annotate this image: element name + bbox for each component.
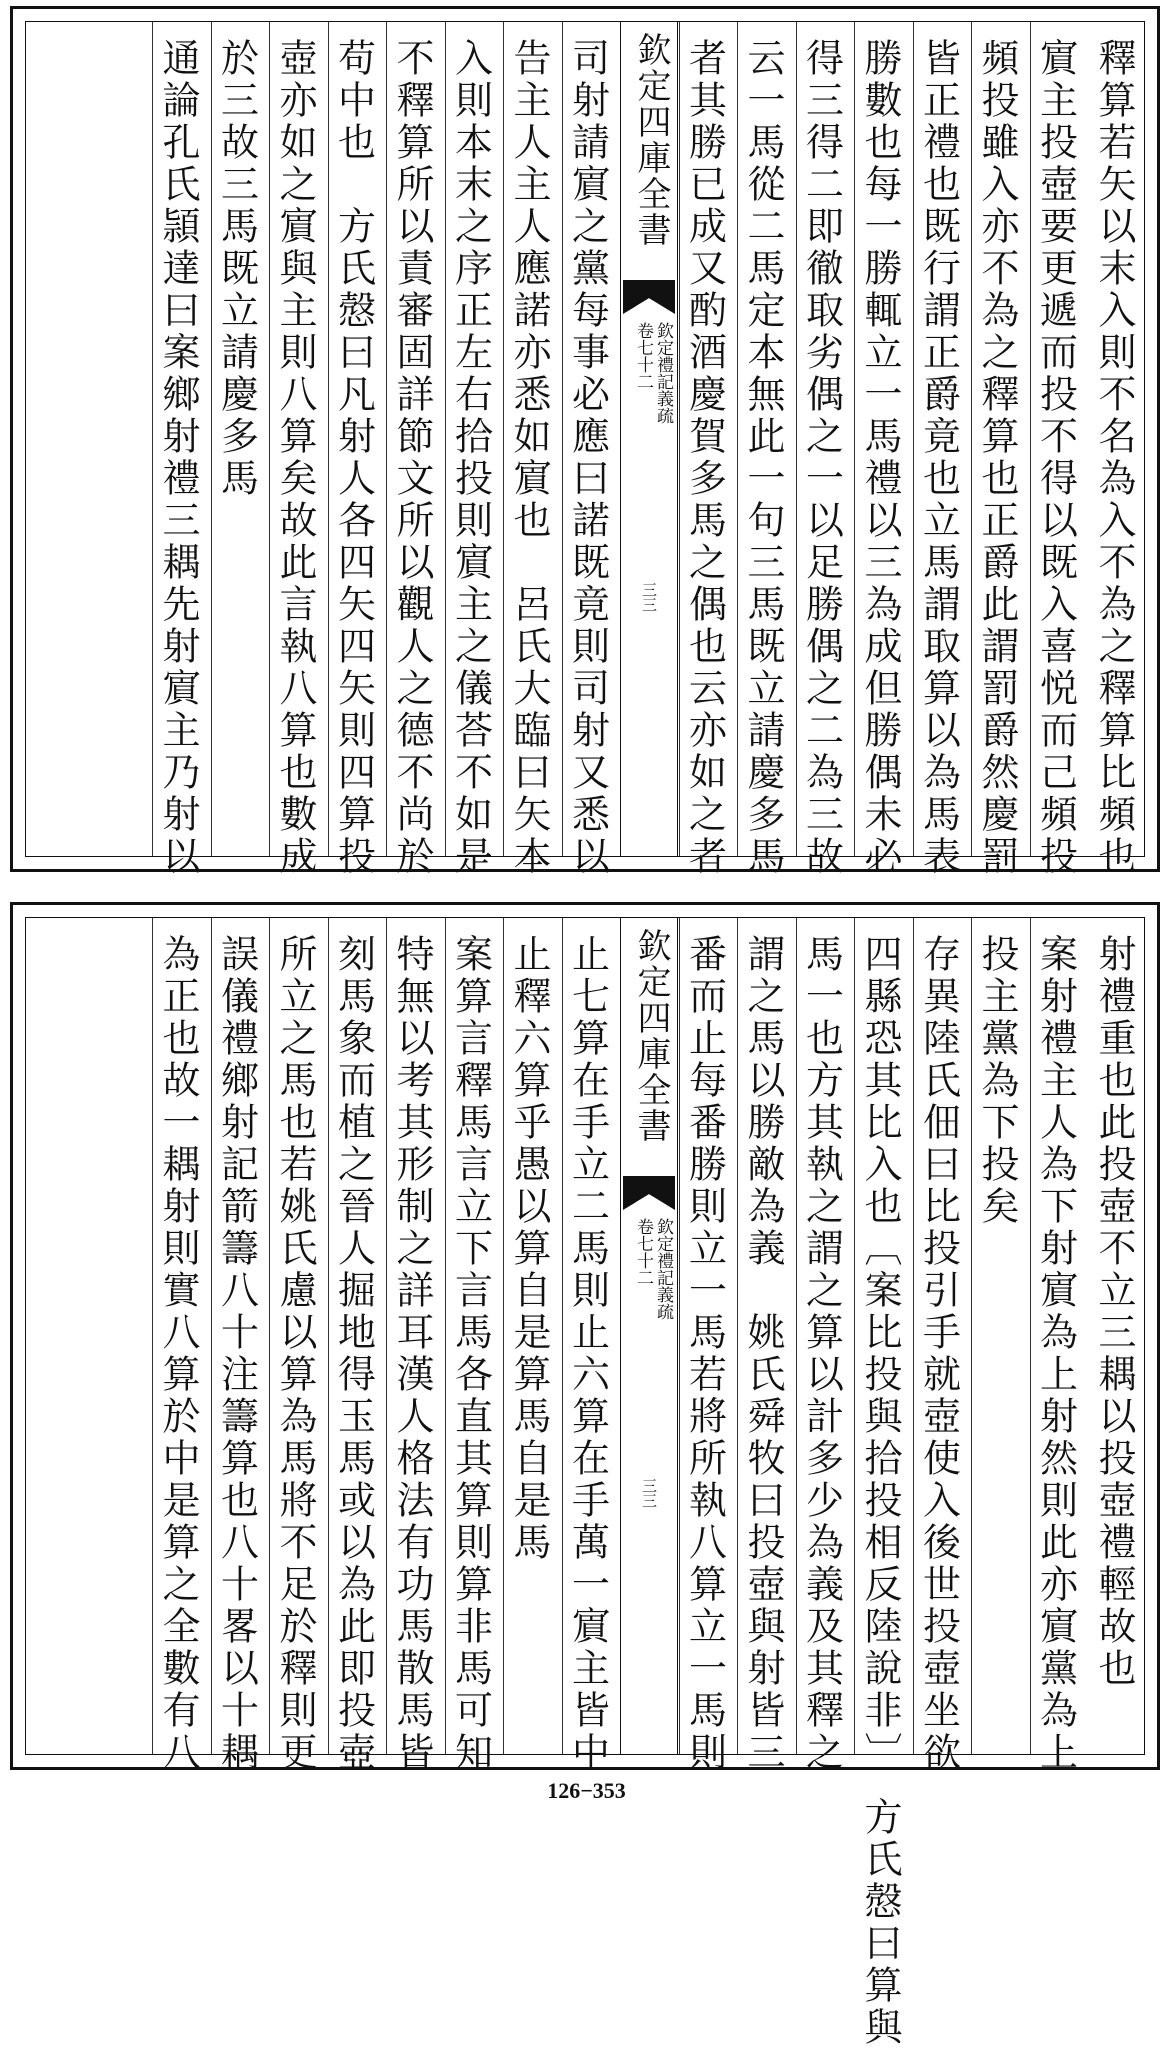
fish-tail-mark-icon	[623, 280, 675, 314]
text-column-right-1	[1088, 918, 1146, 1754]
book-meta	[633, 1218, 673, 1320]
leaf-number: 三三	[640, 582, 658, 612]
text-column-left-7	[211, 918, 269, 1774]
fish-tail-mark-icon	[623, 1176, 675, 1210]
text-column-right-5	[854, 918, 912, 2049]
column-text: 於三故三馬既立請慶多馬	[214, 38, 259, 500]
text-column-right-3	[971, 22, 1029, 878]
text-column-left-4	[386, 918, 444, 1774]
text-column-right-1	[1088, 22, 1146, 878]
column-text: 者其勝已成又酌酒慶賀多馬之偶也云亦如之者	[682, 38, 727, 878]
text-column-left-2	[503, 22, 561, 878]
text-column-right-6	[796, 918, 854, 1774]
text-column-right-8	[679, 918, 737, 1774]
column-text: 為正也故一耦射則實八算於中是算之全數有八	[156, 934, 200, 1774]
column-text: 賔主投壺要更遞而投不得以既入喜悦而己頻投	[1033, 38, 1078, 878]
text-column-left-8	[152, 22, 210, 878]
volume-label: 卷七十二	[633, 322, 653, 390]
column-text: 刻馬象而植之晉人掘地得玉馬或以為此即投壺	[331, 934, 376, 1774]
column-text: 誤儀禮鄉射記箭籌八十注籌算也八十畧以十耦	[214, 934, 259, 1774]
library-title: 欽定四庫全書	[631, 928, 671, 1144]
column-text: 馬一也方其執之謂之算以計多少為義及其釋之	[799, 934, 844, 1774]
column-text: 告主人主人應諾亦悉如賔也 呂氏大臨曰矢本	[507, 38, 551, 878]
text-column-left-6	[269, 918, 327, 1774]
column-text: 四縣恐其比入也〔案比投與拾投相反陸說非〕 方氏慤曰算與	[858, 934, 902, 2049]
text-column-left-1	[562, 22, 620, 878]
column-text: 司射請賔之黨每事必應曰諾既竟則司射又悉以	[565, 38, 610, 878]
text-column-left-1	[562, 918, 620, 1774]
text-column-left-3	[445, 22, 503, 878]
text-column-left-7	[211, 22, 269, 856]
text-column-left-3	[445, 918, 503, 1774]
text-column-right-6	[796, 22, 854, 878]
page-number-footer: 126−353	[547, 1778, 626, 1803]
text-column-left-6	[269, 22, 327, 878]
upper-page-frame	[25, 21, 1145, 878]
text-column-right-4	[913, 22, 971, 878]
column-text: 苟中也 方氏慤曰凡射人各四矢四矢則四算投	[331, 38, 376, 878]
column-text: 所立之馬也若姚氏慮以算為馬將不足於釋則更	[273, 934, 317, 1774]
upper-page	[10, 6, 1160, 878]
text-column-right-3	[971, 918, 1029, 1754]
column-text: 投主黨為下投矣	[975, 934, 1019, 1228]
column-text: 壺亦如之賔與主則八算矣故此言執八算也數成	[273, 38, 317, 878]
column-text: 云一馬從二馬定本無此一句三馬既立請慶多馬	[741, 38, 785, 878]
column-text: 案射禮主人為下射賔為上射然則此亦賔黨為上	[1033, 934, 1078, 1774]
column-text: 謂之馬以勝敵為義 姚氏舜牧曰投壺與射皆三	[741, 934, 785, 1774]
text-column-right-2	[1030, 22, 1088, 878]
book-title: 欽定禮記義疏	[653, 1218, 673, 1320]
text-column-right-2	[1030, 918, 1088, 1774]
column-text: 入則本末之序正左右拾投則賔主之儀荅不如是	[448, 38, 493, 878]
column-text: 不釋算所以責審固詳節文所以觀人之德不尚於	[390, 38, 434, 878]
column-text: 止七算在手立二馬則止六算在手萬一賔主皆中	[565, 934, 610, 1774]
column-text: 皆正禮也既行謂正爵竟也立馬謂取算以為馬表	[916, 38, 961, 878]
column-text: 釋算若矢以末入則不名為入不為之釋算比頻也	[1092, 38, 1136, 878]
text-column-right-8	[679, 22, 737, 878]
text-column-right-7	[737, 22, 795, 878]
text-column-left-4	[386, 22, 444, 878]
column-text: 射禮重也此投壺不立三耦以投壺禮輕故也	[1092, 934, 1136, 1690]
book-title: 欽定禮記義疏	[653, 322, 673, 424]
center-fold-column	[620, 22, 678, 856]
text-column-left-5	[328, 918, 386, 1774]
center-fold-column	[620, 918, 678, 1754]
text-column-right-4	[913, 918, 971, 1774]
text-column-left-2	[503, 918, 561, 1754]
book-meta	[633, 322, 673, 424]
text-column-left-8	[152, 918, 210, 1774]
leaf-number: 三三	[640, 1478, 658, 1508]
text-column-right-7	[737, 918, 795, 1774]
volume-label: 卷七十二	[633, 1218, 653, 1286]
library-title: 欽定四庫全書	[631, 32, 671, 248]
column-text: 通論孔氏頴達曰案鄉射禮三耦先射賔主乃射以	[156, 38, 200, 878]
column-text: 番而止每番勝則立一馬若將所執八算立一馬則	[682, 934, 727, 1774]
column-text: 頻投雖入亦不為之釋算也正爵此謂罰爵然慶罰	[975, 38, 1019, 878]
column-text: 勝數也每一勝輒立一馬禮以三為成但勝偶未必	[858, 38, 902, 878]
column-text: 存異陸氏佃曰比投引手就壺使入後世投壺坐欲	[916, 934, 961, 1774]
column-text: 特無以考其形制之詳耳漢人格法有功馬散馬皆	[390, 934, 434, 1774]
column-text: 案算言釋馬言立下言馬各直其算則算非馬可知	[448, 934, 493, 1774]
text-column-left-5	[328, 22, 386, 878]
column-text: 止釋六算乎愚以算自是算馬自是馬	[507, 934, 551, 1564]
text-column-right-5	[854, 22, 912, 878]
column-text: 得三得二即徹取劣偶之一以足勝偶之二為三故	[799, 38, 844, 878]
